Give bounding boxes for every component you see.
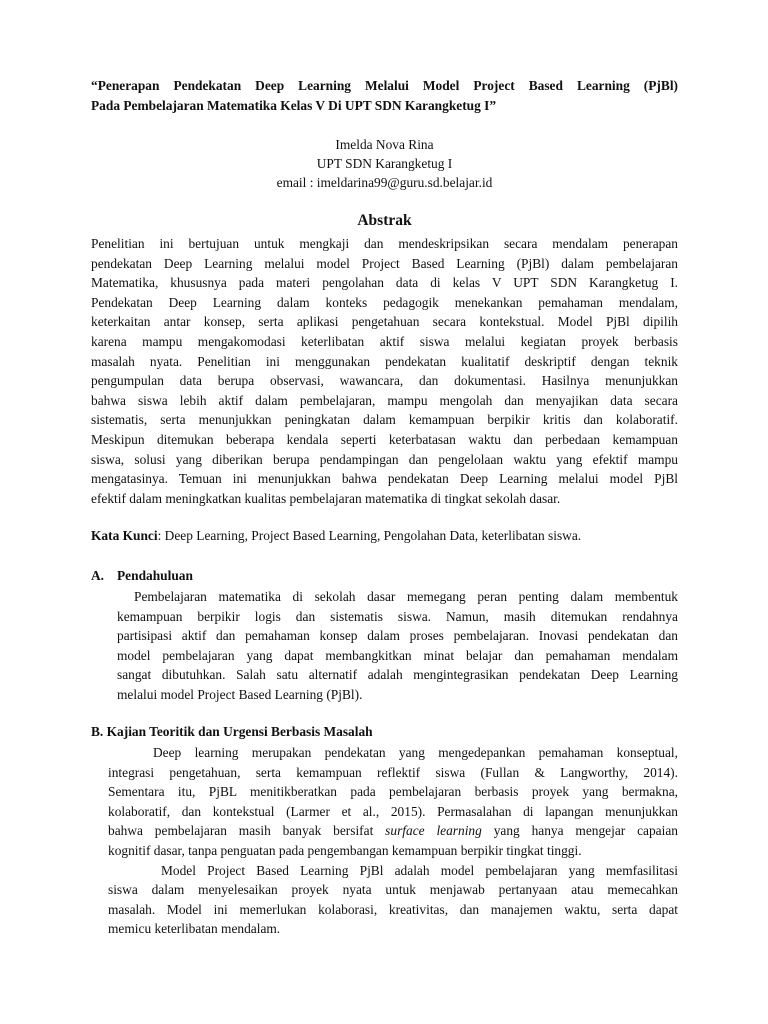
abstract-heading: Abstrak (357, 212, 412, 229)
abstract-line: Matematika, khususnya pada materi pengolahan data di kelas V UPT SDN Karangketug I. (91, 275, 678, 291)
section-a-line: sangat dibutuhkan. Salah satu alternatif adalah mengintegrasikan pendekatan Deep Learning (117, 667, 678, 683)
section-b-line-part: bahwa pembelajaran masih banyak bersifat (108, 823, 374, 839)
surface-learning-term: surface learning (385, 823, 482, 839)
author-block (91, 135, 678, 192)
section-b-line-part: yang hanya mengejar capaian (493, 823, 678, 839)
author-email: email : imeldarina99@guru.sd.belajar.id (276, 175, 493, 190)
section-a-line: Pembelajaran matematika di sekolah dasar memegang peran penting dalam membentuk (134, 589, 678, 604)
abstract-line: bahwa siswa lebih aktif dalam pembelajaran, mampu mengolah dan menyajikan data secara (91, 392, 678, 408)
keywords-label: Kata Kunci (91, 528, 158, 543)
author-name: Imelda Nova Rina (335, 137, 434, 152)
section-a-heading (91, 568, 193, 584)
section-b-line: Deep learning merupakan pendekatan yang mengedepankan pemahaman konseptual, (153, 745, 678, 760)
abstract-line: Penelitian ini bertujuan untuk mengkaji dan mendeskripsikan secara mendalam penerapan (91, 236, 678, 251)
abstract-line: sistematis, serta menunjukkan peningkatan dalam kemampuan berpikir kritis dan kolaboratif. (91, 412, 678, 428)
abstract-line: siswa, solusi yang diberikan berupa pendampingan dan pengelolaan waktu yang efektif mampu (91, 451, 678, 467)
abstract-line: masalah nyata. Penelitian ini menggunakan pendekatan kualitatif deskriptif dengan teknik (91, 353, 678, 369)
section-b-line: kolaboratif, dan kontekstual (Larmer et al., 2015). Permasalahan di lapangan menunjukkan (108, 803, 678, 819)
paper-title-line-1: “Penerapan Pendekatan Deep Learning Melalui Model Project Based Learning (PjBl) (91, 78, 678, 93)
section-b-line: siswa dalam menyelesaikan proyek nyata untuk menjawab pertanyaan atau memecahkan (108, 882, 678, 898)
abstract-line: karena mampu mengakomodasi keterlibatan aktif siswa melalui kegiatan proyek berbasis (91, 333, 678, 349)
section-a-body (117, 587, 678, 705)
section-b-line: Sementara itu, PjBL menitikberatkan pada pembelajaran berbasis proyek yang bermakna, (108, 784, 678, 800)
author-affiliation: UPT SDN Karangketug I (316, 156, 453, 171)
section-a-line: melalui model Project Based Learning (PjBl). (117, 686, 363, 702)
keywords (91, 528, 678, 544)
abstract-line: mengatasinya. Temuan ini menunjukkan bahwa pendekatan Deep Learning melalui model PjBl (91, 471, 678, 487)
section-a-title: Pendahuluan (117, 568, 193, 583)
abstract-line: keterkaitan antar konsep, serta aplikasi pengetahuan secara kontekstual. Model PjBl dipilih (91, 314, 678, 330)
section-b-body (108, 743, 678, 939)
section-b-line: masalah. Model ini memerlukan kolaborasi, kreativitas, dan manajemen waktu, serta dapat (108, 901, 678, 917)
abstract-line: efektif dalam meningkatkan kualitas pembelajaran matematika di tingkat sekolah dasar. (91, 490, 561, 506)
paper-title-line-2: Pada Pembelajaran Matematika Kelas V Di UPT SDN Karangketug I” (91, 98, 497, 113)
abstract-line: pendekatan Deep Learning melalui model Project Based Learning (PjBl) dalam pembelajaran (91, 255, 678, 271)
section-a-line: model pembelajaran yang dapat membangkitkan minat belajar dan pemahaman mendalam (117, 647, 678, 663)
section-b-line: integrasi pengetahuan, serta kemampuan reflektif siswa (Fullan & Langworthy, 2014). (108, 764, 678, 780)
abstract-line: Pendekatan Deep Learning dalam konteks pedagogik menekankan pemahaman mendalam, (91, 294, 678, 310)
abstract-line: Meskipun ditemukan beberapa kendala seperti keterbatasan waktu dan perbedaan kemampuan (91, 431, 678, 447)
section-b-line: kognitif dasar, tanpa penguatan pada pengembangan kemampuan berpikir tingkat tinggi. (108, 842, 582, 858)
abstract-line: pengumpulan data berupa observasi, wawancara, dan dokumentasi. Hasilnya menunjukkan (91, 373, 678, 389)
abstract-body (91, 234, 678, 508)
keywords-text: : Deep Learning, Project Based Learning, Pengolahan Data, keterlibatan siswa. (157, 528, 582, 543)
section-a-number: A. (91, 568, 105, 583)
section-b-heading: B. Kajian Teoritik dan Urgensi Berbasis Masalah (91, 724, 373, 739)
paper-title (91, 76, 678, 116)
section-a-line: kemampuan berpikir logis dan sistematis siswa. Namun, masih ditemukan rendahnya (117, 608, 678, 624)
section-b-line: memicu keterlibatan mendalam. (108, 921, 281, 937)
section-a-line: partisipasi aktif dan pemahaman konsep dalam proses pembelajaran. Inovasi pendekatan dan (117, 628, 678, 644)
section-b-line: Model Project Based Learning PjBl adalah model pembelajaran yang memfasilitasi (161, 862, 678, 878)
section-b-line (108, 821, 678, 841)
